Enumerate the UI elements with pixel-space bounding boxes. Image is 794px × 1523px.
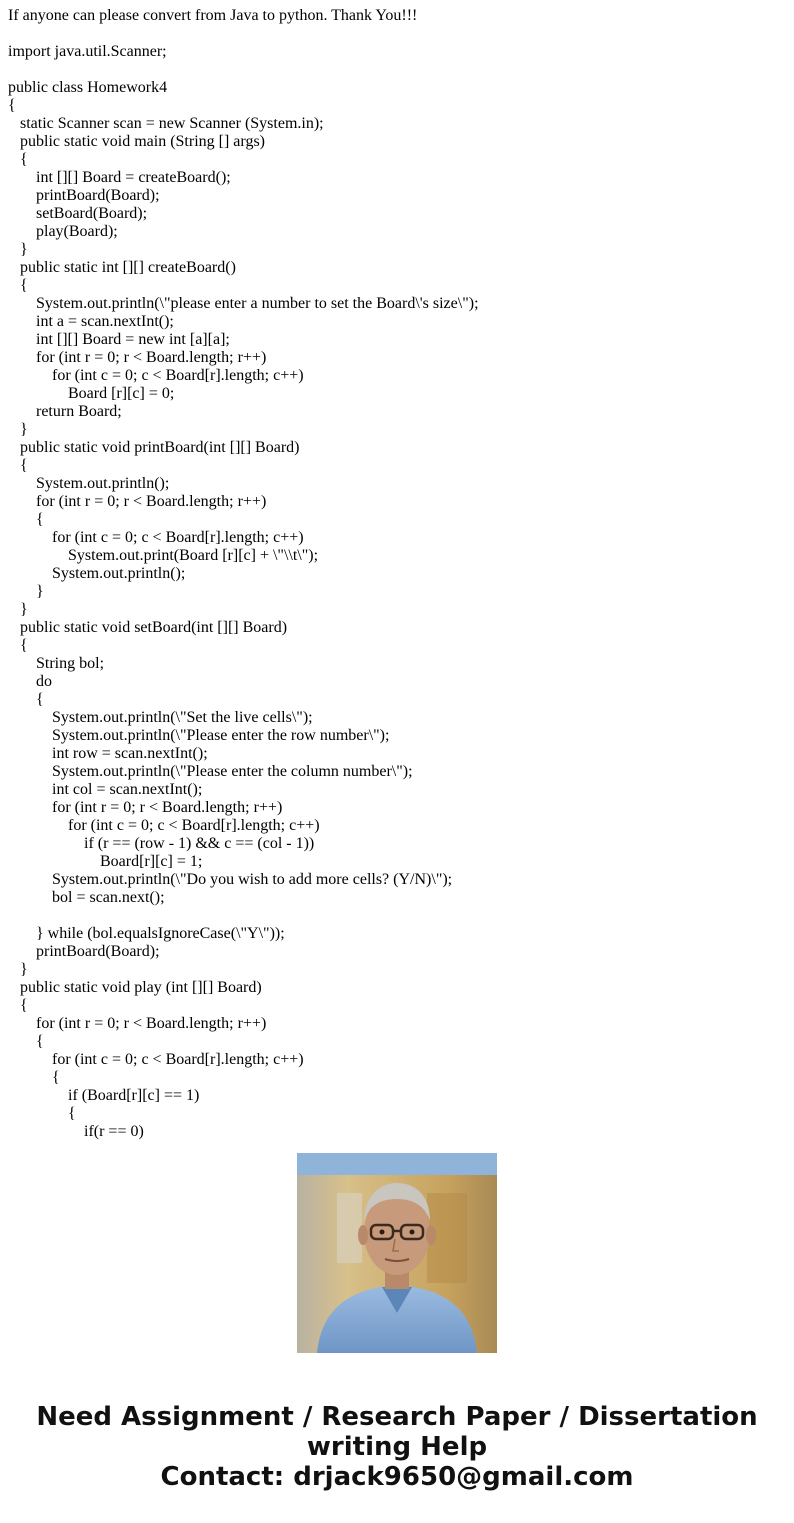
contact-footer (0, 1402, 794, 1492)
code-line: int [][] Board = new int [a][a]; (8, 331, 230, 348)
code-line: setBoard(Board); (8, 205, 148, 222)
code-line: bol = scan.next(); (8, 889, 165, 906)
code-line: public static void printBoard(int [][] Board) (8, 439, 300, 456)
code-line: String bol; (8, 655, 105, 672)
code-line: if(r == 0) (8, 1123, 144, 1140)
code-line: do (8, 673, 52, 690)
code-line: { (8, 1033, 44, 1050)
code-line: { (8, 97, 16, 114)
java-code-block (8, 43, 788, 1141)
code-line: for (int r = 0; r < Board.length; r++) (8, 1015, 267, 1032)
code-line: System.out.println(); (8, 565, 186, 582)
code-line: for (int c = 0; c < Board[r].length; c++) (8, 817, 320, 834)
code-line: { (8, 637, 28, 654)
code-line: { (8, 997, 28, 1014)
code-line: int row = scan.nextInt(); (8, 745, 208, 762)
code-line: Board[r][c] = 1; (8, 853, 203, 870)
footer-line-2: writing Help (306, 1432, 488, 1462)
code-line: public static void setBoard(int [][] Board) (8, 619, 288, 636)
code-line: public static void play (int [][] Board) (8, 979, 262, 996)
code-line: System.out.println(\"Do you wish to add more cells? (Y/N)\"); (8, 871, 453, 888)
code-line: static Scanner scan = new Scanner (System.in); (8, 115, 324, 132)
code-line: { (8, 277, 28, 294)
code-line (8, 61, 788, 79)
code-line: } while (bol.equalsIgnoreCase(\"Y\")); (8, 925, 285, 942)
code-line: import java.util.Scanner; (8, 43, 167, 60)
code-line: } (8, 961, 28, 978)
footer-line-1: Need Assignment / Research Paper / Dissertation (36, 1402, 758, 1432)
question-body (8, 7, 788, 1140)
question-title: If anyone can please convert from Java to python. Thank You!!! (8, 7, 418, 24)
code-line: for (int r = 0; r < Board.length; r++) (8, 349, 267, 366)
code-line: Board [r][c] = 0; (8, 385, 175, 402)
code-line: } (8, 583, 44, 600)
code-line: public static void main (String [] args) (8, 133, 265, 150)
footer-contact-line: Contact: drjack9650@gmail.com (160, 1462, 634, 1492)
code-line: for (int c = 0; c < Board[r].length; c++) (8, 367, 304, 384)
code-line: { (8, 1069, 60, 1086)
code-line: if (Board[r][c] == 1) (8, 1087, 200, 1104)
code-line: } (8, 421, 28, 438)
code-line: if (r == (row - 1) && c == (col - 1)) (8, 835, 315, 852)
code-line: { (8, 511, 44, 528)
code-line: public static int [][] createBoard() (8, 259, 236, 276)
tutor-avatar (297, 1153, 497, 1353)
code-line: int a = scan.nextInt(); (8, 313, 174, 330)
code-line: play(Board); (8, 223, 118, 240)
code-line: return Board; (8, 403, 122, 420)
code-line: for (int r = 0; r < Board.length; r++) (8, 799, 283, 816)
code-line: System.out.println(\"Please enter the column number\"); (8, 763, 413, 780)
code-line: System.out.println(\"please enter a number to set the Board\'s size\"); (8, 295, 479, 312)
code-line: int col = scan.nextInt(); (8, 781, 203, 798)
code-line: System.out.print(Board [r][c] + \"\\t\"); (8, 547, 319, 564)
code-line: System.out.println(\"Please enter the row number\"); (8, 727, 390, 744)
code-line: printBoard(Board); (8, 187, 160, 204)
code-line: { (8, 457, 28, 474)
code-line (8, 907, 788, 925)
code-line: } (8, 601, 28, 618)
code-line: } (8, 241, 28, 258)
avatar-portrait (297, 1153, 497, 1353)
code-line: public class Homework4 (8, 79, 168, 96)
code-line: int [][] Board = createBoard(); (8, 169, 231, 186)
code-line: printBoard(Board); (8, 943, 160, 960)
code-line: { (8, 151, 28, 168)
code-line: System.out.println(\"Set the live cells\"); (8, 709, 313, 726)
code-line: for (int c = 0; c < Board[r].length; c++) (8, 1051, 304, 1068)
code-line: { (8, 1105, 76, 1122)
code-line: System.out.println(); (8, 475, 170, 492)
code-line: { (8, 691, 44, 708)
code-line: for (int r = 0; r < Board.length; r++) (8, 493, 267, 510)
code-line: for (int c = 0; c < Board[r].length; c++) (8, 529, 304, 546)
